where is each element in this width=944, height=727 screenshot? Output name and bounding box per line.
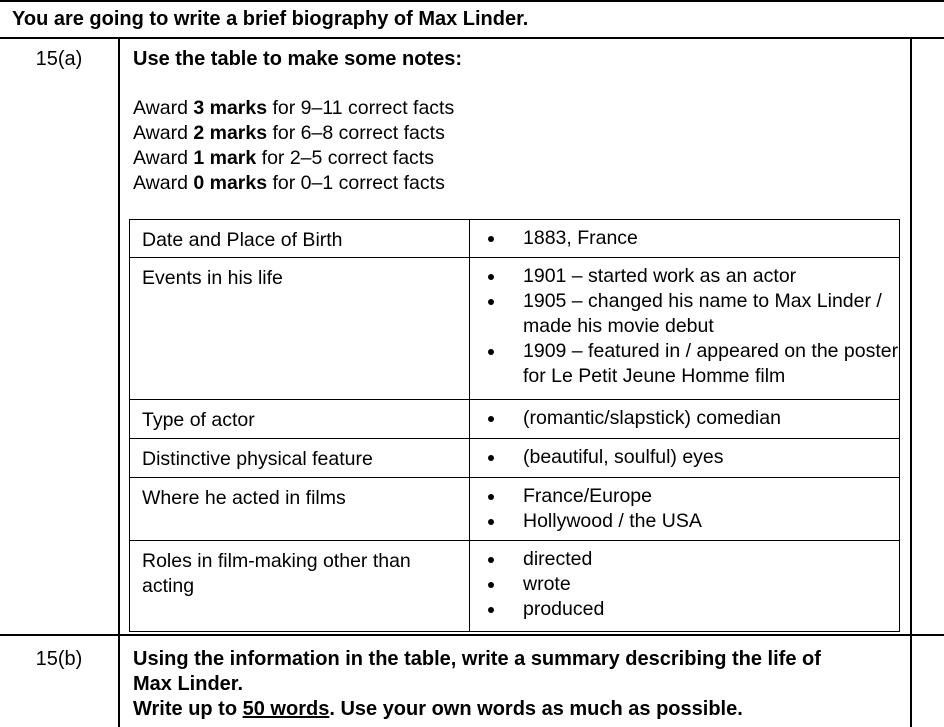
- row-values: [470, 541, 900, 632]
- award-marks: 0 marks: [193, 172, 268, 194]
- award-line: [133, 146, 434, 171]
- list-item: 1883, France: [470, 226, 899, 251]
- list-item: France/Europe: [470, 484, 899, 509]
- row-values: [470, 258, 900, 400]
- top-border: [0, 0, 944, 2]
- award-marks: 3 marks: [193, 97, 268, 119]
- instruction-15b-line1: Using the information in the table, write a summary describing the life of: [133, 648, 821, 670]
- row-label: Where he acted in films: [130, 478, 470, 541]
- list-item: (beautiful, soulful) eyes: [470, 445, 899, 470]
- line3-post: . Use your own words as much as possible.: [329, 698, 743, 720]
- award-line: [133, 121, 445, 146]
- row-label: Date and Place of Birth: [130, 220, 470, 258]
- notes-table: [129, 219, 900, 632]
- award-post: for 6–8 correct facts: [267, 122, 445, 144]
- table-row: [130, 220, 900, 258]
- instruction-15a: Use the table to make some notes:: [133, 48, 462, 70]
- row-values: [470, 478, 900, 541]
- page-header: You are going to write a brief biography of Max Linder.: [12, 8, 529, 30]
- row-values: [470, 400, 900, 439]
- right-column-divider: [910, 37, 912, 727]
- list-item: directed: [470, 547, 899, 572]
- list-item: 1905 – changed his name to Max Linder / made his movie debut: [470, 289, 899, 339]
- award-pre: Award: [133, 147, 194, 169]
- award-post: for 0–1 correct facts: [267, 172, 445, 194]
- award-line: [133, 171, 445, 196]
- list-item: produced: [470, 597, 899, 622]
- award-marks: 1 mark: [193, 147, 257, 169]
- row-values: [470, 220, 900, 258]
- question-number-15b: 15(b): [35, 648, 83, 670]
- award-post: for 9–11 correct facts: [267, 97, 455, 119]
- section-divider: [0, 634, 944, 636]
- row-label: Type of actor: [130, 400, 470, 439]
- table-row: [130, 541, 900, 632]
- word-limit: 50 words: [242, 698, 330, 720]
- award-marks: 2 marks: [193, 122, 268, 144]
- list-item: 1901 – started work as an actor: [470, 264, 899, 289]
- column-divider: [118, 37, 120, 727]
- list-item: 1909 – featured in / appeared on the poster for Le Petit Jeune Homme film: [470, 339, 899, 389]
- award-post: for 2–5 correct facts: [256, 147, 434, 169]
- award-pre: Award: [133, 172, 194, 194]
- table-row: [130, 478, 900, 541]
- award-pre: Award: [133, 97, 194, 119]
- question-number-15a: 15(a): [35, 48, 83, 70]
- award-pre: Award: [133, 122, 194, 144]
- list-item: wrote: [470, 572, 899, 597]
- list-item: Hollywood / the USA: [470, 509, 899, 534]
- row-label: Distinctive physical feature: [130, 439, 470, 478]
- row-values: [470, 439, 900, 478]
- table-row: [130, 400, 900, 439]
- table-row: [130, 258, 900, 400]
- line3-pre: Write up to: [133, 698, 243, 720]
- instruction-15b-line2: Max Linder.: [133, 673, 244, 695]
- instruction-15b-line3: [133, 697, 743, 722]
- header-divider: [0, 37, 944, 39]
- list-item: (romantic/slapstick) comedian: [470, 406, 899, 431]
- award-line: [133, 96, 454, 121]
- row-label: Events in his life: [130, 258, 470, 400]
- table-row: [130, 439, 900, 478]
- row-label: Roles in film-making other than acting: [130, 541, 470, 632]
